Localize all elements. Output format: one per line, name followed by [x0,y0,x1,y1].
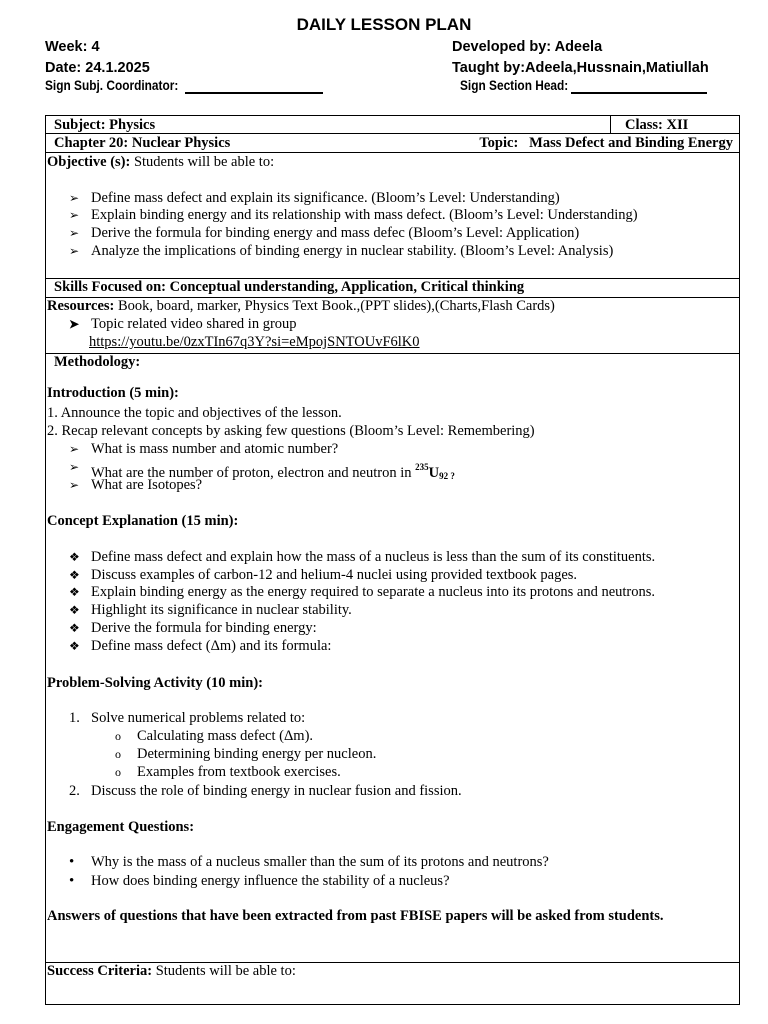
arrow-bullet-icon: ➢ [69,191,80,205]
concept-item: Define mass defect (Δm) and its formula: [91,638,332,654]
problem-item: Discuss the role of binding energy in nuclear fusion and fission. [91,783,462,799]
problem-subitem: Calculating mass defect (Δm). [137,728,314,744]
objectives-intro: Students will be able to: [130,154,275,170]
problem-subitem: Determining binding energy per nucleon. [137,746,377,762]
class-cell: Class: XII [625,117,689,133]
methodology-heading: Methodology: [54,354,141,370]
subject-cell: Subject: Physics [54,117,156,133]
dot-bullet-icon: • [69,873,75,889]
taught-by-label: Taught by:Adeela,Hussnain,Matiullah [452,60,709,76]
success-criteria-row [47,963,296,980]
lesson-plan-table [45,115,740,1005]
coordinator-signature-line [185,91,323,94]
objectives-heading [47,154,274,171]
recap-question: What is mass number and atomic number? [91,441,339,457]
skills-row: Skills Focused on: Conceptual understanding, Application, Critical thinking [54,279,525,295]
introduction-step: 2. Recap relevant concepts by asking few questions (Bloom’s Level: Remembering) [47,423,535,439]
success-criteria-text: Students will be able to: [152,963,296,979]
topic-cell [479,135,733,152]
resources-row [47,298,555,315]
video-link-row [82,334,420,351]
arrow-bullet-icon: ➢ [69,244,80,258]
concept-item: Define mass defect and explain how the mass of a nucleus is less than the sum of its constituents. [91,549,656,565]
section-head-signature-label: Sign Section Head: [460,78,569,93]
topic-value: Mass Defect and Binding Energy [529,135,733,151]
engagement-question: Why is the mass of a nucleus smaller than the sum of its protons and neutrons? [91,854,549,870]
dot-bullet-icon: • [69,854,75,870]
concept-heading: Concept Explanation (15 min): [47,513,239,529]
four-diamond-bullet-icon: ❖ [69,568,80,582]
objective-item: Analyze the implications of binding energy in nuclear stability. (Bloom’s Level: Analysis) [91,243,614,259]
coordinator-signature-field [45,78,323,94]
document-title: DAILY LESSON PLAN [296,15,472,34]
arrow-bullet-icon: ➢ [69,442,80,456]
arrow-bullet-icon: ➢ [69,208,80,222]
video-link[interactable]: https://youtu.be/0zxTIn67q3Y?si=eMpojSNTOUvF6lK0 [89,334,420,350]
resources-text: Book, board, marker, Physics Text Book.,(PPT slides),(Charts,Flash Cards) [114,298,555,314]
date-label: Date: 24.1.2025 [45,60,150,76]
problem-solving-heading: Problem-Solving Activity (10 min): [47,675,264,691]
table-divider [46,152,739,153]
introduction-step: 1. Announce the topic and objectives of the lesson. [47,405,342,421]
four-diamond-bullet-icon: ❖ [69,550,80,564]
developed-by-label: Developed by: Adeela [452,39,603,55]
arrow-bullet-icon: ➢ [69,478,80,492]
engagement-question: How does binding energy influence the stability of a nucleus? [91,873,450,889]
objective-item: Define mass defect and explain its significance. (Bloom’s Level: Understanding) [91,190,560,206]
four-diamond-bullet-icon: ❖ [69,621,80,635]
table-divider [46,353,739,354]
arrow-bullet-icon: ➢ [69,460,80,474]
chapter-cell: Chapter 20: Nuclear Physics [54,135,231,151]
open-circle-bullet-icon: o [115,765,121,779]
open-circle-bullet-icon: o [115,729,121,743]
problem-item: Solve numerical problems related to: [91,710,306,726]
answers-note: Answers of questions that have been extracted from past FBISE papers will be asked from students. [47,908,664,924]
recap-question: What are Isotopes? [91,477,203,493]
week-label: Week: 4 [45,39,100,55]
recap-question-text: What are the number of proton, electron and neutron in [91,465,416,481]
resources-label: Resources: [47,298,115,314]
topic-label: Topic: [479,135,519,151]
coordinator-signature-label: Sign Subj. Coordinator: [45,78,179,93]
objectives-label: Objective (s): [47,154,131,170]
concept-item: Discuss examples of carbon-12 and helium-4 nuclei using provided textbook pages. [91,567,578,583]
problem-subitem: Examples from textbook exercises. [137,764,341,780]
four-diamond-bullet-icon: ❖ [69,585,80,599]
engagement-heading: Engagement Questions: [47,819,195,835]
four-diamond-bullet-icon: ❖ [69,639,80,653]
concept-item: Highlight its significance in nuclear stability. [91,602,352,618]
list-number: 2. [69,783,80,799]
objective-item: Explain binding energy and its relationship with mass defect. (Bloom’s Level: Understanding) [91,207,638,223]
open-circle-bullet-icon: o [115,747,121,761]
section-head-signature-field [460,78,707,94]
success-criteria-label: Success Criteria: [47,963,153,979]
introduction-heading: Introduction (5 min): [47,385,179,401]
isotope-atomic-number: 92 [439,471,449,481]
section-head-signature-line [571,91,707,94]
isotope-symbol: U [428,465,440,481]
concept-item: Explain binding energy as the energy required to separate a nucleus into its protons and neutrons. [91,584,656,600]
list-number: 1. [69,710,80,726]
video-item: Topic related video shared in group [91,316,297,332]
arrow-bullet-icon: ➢ [69,226,80,240]
question-mark: ? [448,471,455,481]
objective-item: Derive the formula for binding energy and mass defec (Bloom’s Level: Application) [91,225,580,241]
table-divider [610,116,611,134]
concept-item: Derive the formula for binding energy: [91,620,317,636]
isotope-mass-number: 235 [415,462,429,472]
arrow-bullet-icon: ➤ [69,317,80,331]
four-diamond-bullet-icon: ❖ [69,603,80,617]
